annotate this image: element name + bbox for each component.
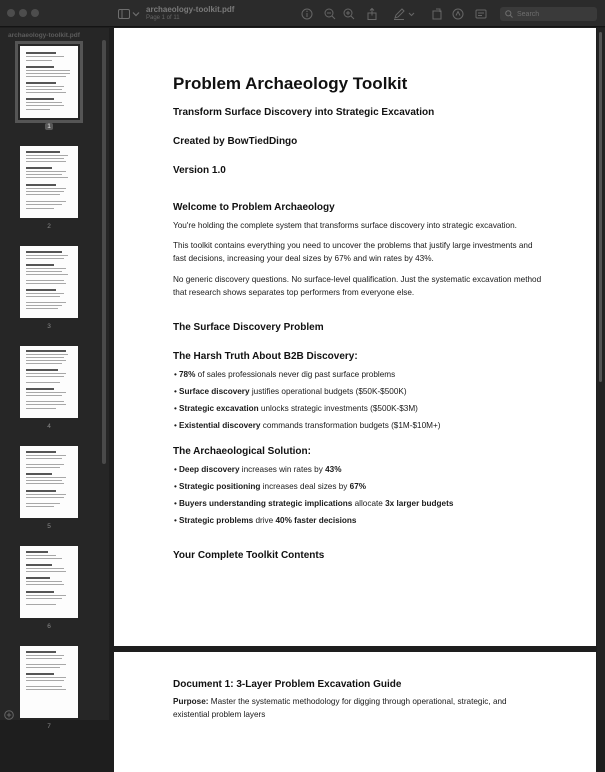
form-icon: [475, 8, 487, 20]
pdf-page-1: [114, 28, 596, 646]
list-item: • Strategic positioning increases deal sizes by 67%: [179, 482, 366, 491]
page-thumbnail-2[interactable]: [20, 146, 78, 218]
rotate-button[interactable]: [431, 8, 443, 20]
annotate-icon: [452, 8, 464, 20]
document-title[interactable]: archaeology-toolkit.pdf: [146, 5, 235, 14]
page-number-4: 4: [47, 423, 51, 430]
list-item: • Buyers understanding strategic implications allocate 3x larger budgets: [179, 499, 453, 508]
markup-menu-button[interactable]: [408, 8, 416, 20]
document-title-heading: Problem Archaeology Toolkit: [173, 74, 408, 93]
sidebar-toggle-button[interactable]: [118, 7, 140, 20]
zoom-out-icon: [324, 8, 336, 20]
document-1-heading: Document 1: 3-Layer Problem Excavation Guide: [173, 679, 402, 690]
page-number-1: 1: [45, 123, 53, 130]
page-number-5: 5: [47, 523, 51, 530]
toolkit-contents-heading: Your Complete Toolkit Contents: [173, 550, 325, 561]
close-window-button[interactable]: [7, 9, 15, 17]
page-number-3: 3: [47, 323, 51, 330]
document-view[interactable]: [109, 28, 605, 720]
share-icon: [366, 8, 378, 20]
thumbnail-sidebar: [0, 28, 109, 730]
document-author: Created by BowTiedDingo: [173, 136, 298, 147]
add-page-button[interactable]: [4, 707, 14, 717]
window-titlebar: [0, 0, 605, 27]
search-placeholder: Search: [517, 10, 540, 18]
minimize-window-button[interactable]: [19, 9, 27, 17]
surface-problem-heading: The Surface Discovery Problem: [173, 322, 324, 333]
list-item: • Strategic excavation unlocks strategic investments ($500K-$3M): [179, 404, 418, 413]
zoom-in-button[interactable]: [343, 8, 355, 20]
page-number-6: 6: [47, 623, 51, 630]
page-indicator: Page 1 of 11: [146, 15, 180, 21]
zoom-window-button[interactable]: [31, 9, 39, 17]
page-thumbnail-6[interactable]: [20, 546, 78, 618]
form-button[interactable]: [475, 8, 487, 20]
page-thumbnail-7[interactable]: [20, 646, 78, 718]
list-item: • Existential discovery commands transformation budgets ($1M-$10M+): [179, 421, 440, 430]
share-button[interactable]: [366, 8, 378, 20]
page-thumbnail-4[interactable]: [20, 346, 78, 418]
welcome-paragraph-3: No generic discovery questions. No surface-level qualification. Just the systematic excavation method that research shows separates top performers from everyone else.: [173, 275, 542, 297]
info-button[interactable]: [301, 8, 313, 20]
page-thumbnail-5[interactable]: [20, 446, 78, 518]
pen-icon: [393, 8, 405, 20]
solution-heading: The Archaeological Solution:: [173, 446, 311, 457]
page-number-7: 7: [47, 723, 51, 730]
chevron-down-icon: [408, 8, 415, 20]
sidebar-scrollbar[interactable]: [102, 40, 106, 464]
welcome-paragraph-2: This toolkit contains everything you need to uncover the problems that justify large investments and fast decisions, increasing your deal sizes by 67% and win rates by 43%.: [173, 241, 533, 263]
rotate-icon: [431, 8, 443, 20]
search-field[interactable]: [500, 7, 597, 21]
document-version: Version 1.0: [173, 165, 226, 176]
search-icon: [505, 10, 513, 18]
pdf-page-2: [114, 652, 596, 772]
document-subtitle: Transform Surface Discovery into Strategic Excavation: [173, 107, 435, 118]
info-icon: [301, 8, 313, 20]
welcome-paragraph-1: You're holding the complete system that transforms surface discovery into strategic excavation.: [173, 221, 517, 230]
page-number-2: 2: [47, 223, 51, 230]
list-item: • Surface discovery justifies operational budgets ($50K-$500K): [179, 387, 407, 396]
zoom-out-button[interactable]: [324, 8, 336, 20]
document-scrollbar[interactable]: [597, 28, 605, 720]
document-1-purpose: Purpose: Master the systematic methodology for digging through operational, strategic, and existential problem layers: [173, 697, 507, 719]
page-thumbnail-3[interactable]: [20, 246, 78, 318]
list-item: • Deep discovery increases win rates by 43%: [179, 465, 341, 474]
annotate-button[interactable]: [452, 8, 464, 20]
welcome-heading: Welcome to Problem Archaeology: [173, 202, 335, 213]
list-item: • Strategic problems drive 40% faster decisions: [179, 516, 356, 525]
sidebar-filename: archaeology-toolkit.pdf: [8, 32, 80, 39]
harsh-truth-heading: The Harsh Truth About B2B Discovery:: [173, 351, 358, 362]
add-icon: [4, 710, 14, 720]
zoom-in-icon: [343, 8, 355, 20]
markup-button[interactable]: [393, 8, 405, 20]
page-thumbnail-1[interactable]: [20, 46, 78, 118]
sidebar-icon: [118, 9, 130, 19]
chevron-down-icon: [132, 11, 140, 17]
list-item: • 78% of sales professionals never dig past surface problems: [179, 370, 395, 379]
